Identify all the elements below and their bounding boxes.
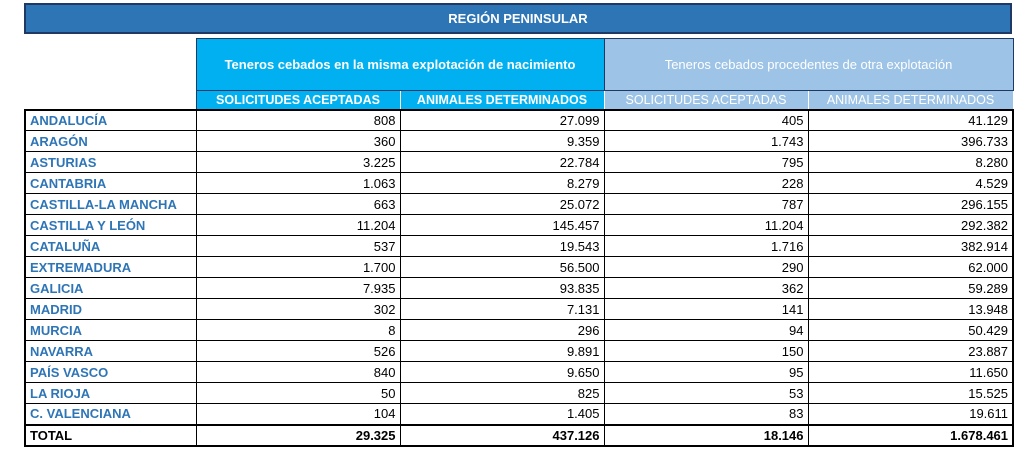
- value-cell: 11.204: [196, 215, 400, 236]
- value-cell: 362: [604, 278, 808, 299]
- value-cell: 23.887: [808, 341, 1013, 362]
- value-cell: 296.155: [808, 194, 1013, 215]
- table-row: [25, 215, 1013, 236]
- region-name: ANDALUCÍA: [25, 110, 196, 131]
- total-row: [25, 425, 1013, 446]
- value-cell: 13.948: [808, 299, 1013, 320]
- value-cell: 94: [604, 320, 808, 341]
- value-cell: 18.146: [604, 425, 808, 446]
- region-name: ARAGÓN: [25, 131, 196, 152]
- region-name: NAVARRA: [25, 341, 196, 362]
- value-cell: 56.500: [400, 257, 604, 278]
- region-name: TOTAL: [25, 425, 196, 446]
- value-cell: 19.543: [400, 236, 604, 257]
- value-cell: 7.131: [400, 299, 604, 320]
- table-row: [25, 404, 1013, 425]
- value-cell: 228: [604, 173, 808, 194]
- value-cell: 795: [604, 152, 808, 173]
- value-cell: 9.359: [400, 131, 604, 152]
- value-cell: 1.716: [604, 236, 808, 257]
- value-cell: 825: [400, 383, 604, 404]
- value-cell: 7.935: [196, 278, 400, 299]
- region-name: CASTILLA-LA MANCHA: [25, 194, 196, 215]
- value-cell: 3.225: [196, 152, 400, 173]
- table-row: [25, 194, 1013, 215]
- value-cell: 808: [196, 110, 400, 131]
- region-name: GALICIA: [25, 278, 196, 299]
- value-cell: 8: [196, 320, 400, 341]
- value-cell: 104: [196, 404, 400, 425]
- group-header-other-farm: Teneros cebados procedentes de otra explotación: [604, 39, 1013, 91]
- value-cell: 1.700: [196, 257, 400, 278]
- value-cell: 1.678.461: [808, 425, 1013, 446]
- table-row: [25, 278, 1013, 299]
- table-row: [25, 299, 1013, 320]
- table-row: [25, 131, 1013, 152]
- value-cell: 41.129: [808, 110, 1013, 131]
- subheader-animals-same: ANIMALES DETERMINADOS: [400, 91, 604, 110]
- value-cell: 396.733: [808, 131, 1013, 152]
- value-cell: 526: [196, 341, 400, 362]
- value-cell: 53: [604, 383, 808, 404]
- group-header-same-farm: Teneros cebados en la misma explotación de nacimiento: [196, 39, 604, 91]
- value-cell: 437.126: [400, 425, 604, 446]
- value-cell: 1.063: [196, 173, 400, 194]
- value-cell: 292.382: [808, 215, 1013, 236]
- region-name: EXTREMADURA: [25, 257, 196, 278]
- value-cell: 302: [196, 299, 400, 320]
- value-cell: 8.279: [400, 173, 604, 194]
- value-cell: 290: [604, 257, 808, 278]
- value-cell: 8.280: [808, 152, 1013, 173]
- value-cell: 50.429: [808, 320, 1013, 341]
- value-cell: 83: [604, 404, 808, 425]
- table-row: [25, 341, 1013, 362]
- value-cell: 59.289: [808, 278, 1013, 299]
- value-cell: 296: [400, 320, 604, 341]
- table-row: [25, 152, 1013, 173]
- corner-cell: [25, 39, 196, 110]
- table-body: [25, 110, 1013, 446]
- value-cell: 62.000: [808, 257, 1013, 278]
- value-cell: 382.914: [808, 236, 1013, 257]
- data-table: [24, 38, 1014, 447]
- region-name: CATALUÑA: [25, 236, 196, 257]
- subheader-requests-same: SOLICITUDES ACEPTADAS: [196, 91, 400, 110]
- value-cell: 9.650: [400, 362, 604, 383]
- region-name: C. VALENCIANA: [25, 404, 196, 425]
- value-cell: 145.457: [400, 215, 604, 236]
- region-name: MURCIA: [25, 320, 196, 341]
- value-cell: 663: [196, 194, 400, 215]
- value-cell: 537: [196, 236, 400, 257]
- region-name: MADRID: [25, 299, 196, 320]
- value-cell: 840: [196, 362, 400, 383]
- subheader-animals-other: ANIMALES DETERMINADOS: [808, 91, 1013, 110]
- region-name: ASTURIAS: [25, 152, 196, 173]
- value-cell: 27.099: [400, 110, 604, 131]
- value-cell: 93.835: [400, 278, 604, 299]
- region-name: CASTILLA Y LEÓN: [25, 215, 196, 236]
- table-row: [25, 320, 1013, 341]
- value-cell: 11.204: [604, 215, 808, 236]
- value-cell: 405: [604, 110, 808, 131]
- table-row: [25, 362, 1013, 383]
- value-cell: 4.529: [808, 173, 1013, 194]
- value-cell: 19.611: [808, 404, 1013, 425]
- value-cell: 9.891: [400, 341, 604, 362]
- table-row: [25, 110, 1013, 131]
- value-cell: 360: [196, 131, 400, 152]
- value-cell: 11.650: [808, 362, 1013, 383]
- table-row: [25, 383, 1013, 404]
- table-row: [25, 257, 1013, 278]
- value-cell: 150: [604, 341, 808, 362]
- report-container: [24, 3, 1012, 447]
- value-cell: 141: [604, 299, 808, 320]
- table-title: REGIÓN PENINSULAR: [24, 3, 1012, 34]
- value-cell: 1.405: [400, 404, 604, 425]
- region-name: LA RIOJA: [25, 383, 196, 404]
- value-cell: 50: [196, 383, 400, 404]
- subheader-requests-other: SOLICITUDES ACEPTADAS: [604, 91, 808, 110]
- table-row: [25, 236, 1013, 257]
- value-cell: 1.743: [604, 131, 808, 152]
- value-cell: 29.325: [196, 425, 400, 446]
- value-cell: 22.784: [400, 152, 604, 173]
- value-cell: 15.525: [808, 383, 1013, 404]
- region-name: CANTABRIA: [25, 173, 196, 194]
- value-cell: 787: [604, 194, 808, 215]
- value-cell: 95: [604, 362, 808, 383]
- region-name: PAÍS VASCO: [25, 362, 196, 383]
- value-cell: 25.072: [400, 194, 604, 215]
- table-row: [25, 173, 1013, 194]
